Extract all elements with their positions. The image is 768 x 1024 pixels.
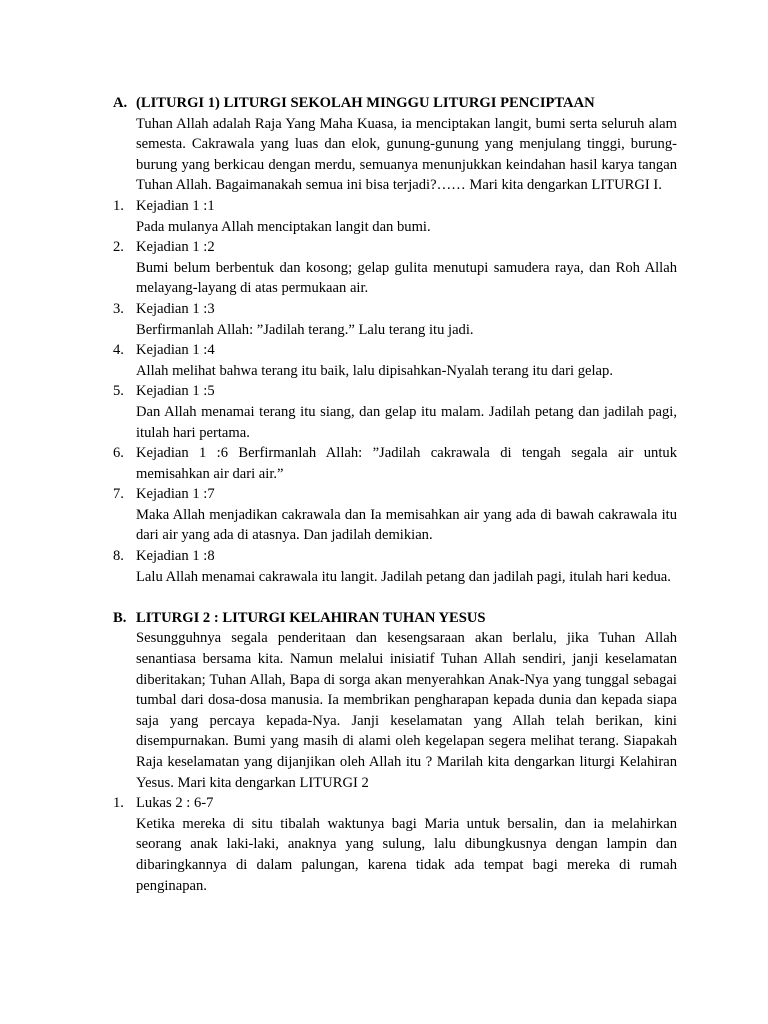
- list-item: [0, 484, 768, 546]
- list-item: [0, 381, 768, 443]
- section-a-heading: [0, 93, 768, 114]
- item-number: 2.: [113, 239, 124, 256]
- item-text: Berfirmanlah Allah: ”Jadilah terang.” Lalu terang itu jadi.: [136, 321, 474, 338]
- section-a: [0, 93, 768, 587]
- section-b-marker: B.: [113, 609, 127, 626]
- list-item: [0, 299, 768, 340]
- item-text: Dan Allah menamai terang itu siang, dan gelap itu malam. Jadilah petang dan jadilah pagi, itulah hari pertama.: [136, 403, 677, 441]
- list-item: [0, 340, 768, 381]
- item-text: Maka Allah menjadikan cakrawala dan Ia memisahkan air yang ada di bawah cakrawala itu dari air yang ada di atasnya. Dan jadilah demikian.: [136, 506, 677, 544]
- item-text: Bumi belum berbentuk dan kosong; gelap gulita menutupi samudera raya, dan Roh Allah melayang-layang di atas permukaan air.: [136, 259, 677, 297]
- list-item: [0, 793, 768, 896]
- section-a-marker: A.: [113, 95, 128, 111]
- section-spacer: [0, 587, 768, 608]
- item-text: Allah melihat bahwa terang itu baik, lalu dipisahkan-Nyalah terang itu dari gelap.: [136, 362, 613, 379]
- item-number: 1.: [113, 795, 124, 812]
- item-title: Kejadian 1 :8: [136, 548, 215, 565]
- item-title: Kejadian 1 :2: [136, 239, 215, 256]
- section-a-intro: Tuhan Allah adalah Raja Yang Maha Kuasa, ia menciptakan langit, bumi serta seluruh alam semesta. Cakrawala yang luas dan elok, gunung-gunung yang menjulang tinggi, burung-burung yang berkicau dengan merdu, semuanya menunjukkan keindahan hasil karya tangan Tuhan Allah. Bagaimanakah semua ini bisa terjadi?…… Mari kita dengarkan LITURGI I.: [136, 115, 677, 194]
- section-b: [0, 608, 768, 896]
- item-title: Kejadian 1 :4: [136, 342, 215, 359]
- list-item: [0, 196, 768, 237]
- item-title: Lukas 2 : 6-7: [136, 795, 214, 812]
- list-item: [0, 237, 768, 299]
- item-number: 3.: [113, 300, 124, 317]
- item-number: 1.: [113, 197, 124, 214]
- item-number: 4.: [113, 342, 124, 359]
- document-page: [0, 93, 768, 896]
- item-text: Pada mulanya Allah menciptakan langit dan bumi.: [136, 218, 431, 235]
- item-number: 5.: [113, 383, 124, 400]
- list-item: [0, 546, 768, 587]
- item-title: Kejadian 1 :5: [136, 383, 215, 400]
- item-number: 6.: [113, 445, 124, 462]
- section-b-intro: Sesungguhnya segala penderitaan dan kesengsaraan akan berlalu, jika Tuhan Allah senantiasa bersama kita. Namun melalui inisiatif Tuhan Allah sendiri, janji keselamatan diberitakan; Tuhan Allah, Bapa di sorga akan menyerahkan Anak-Nya yang tunggal sebagai tumbal dari dosa-dosa manusia. Ia membrikan pengharapan kepada dunia dan kepada siapa saja yang percaya kepada-Nya. Janji keselamatan yang Allah telah berikan, kini disempurnakan. Bumi yang masih di alami oleh kegelapan segera melihat terang. Siapakah Raja keselamatan yang dijanjikan oleh Allah itu ? Marilah kita dengarkan liturgi Kelahiran Yesus. Mari kita dengarkan LITURGI 2: [136, 630, 677, 791]
- section-b-heading: [0, 608, 768, 629]
- item-title: Kejadian 1 :1: [136, 197, 215, 214]
- section-a-title: (LITURGI 1) LITURGI SEKOLAH MINGGU LITURGI PENCIPTAAN: [136, 95, 595, 111]
- section-b-title: LITURGI 2 : LITURGI KELAHIRAN TUHAN YESUS: [136, 609, 486, 626]
- item-number: 7.: [113, 486, 124, 503]
- item-text: Lalu Allah menamai cakrawala itu langit. Jadilah petang dan jadilah pagi, itulah hari kedua.: [136, 568, 671, 585]
- item-title: Kejadian 1 :3: [136, 300, 215, 317]
- item-text: Ketika mereka di situ tibalah waktunya bagi Maria untuk bersalin, dan ia melahirkan seorang anak laki-laki, anaknya yang sulung, lalu dibungkusnya dengan lampin dan dibaringkannya di dalam palungan, karena tidak ada tempat bagi mereka di rumah penginapan.: [136, 815, 677, 894]
- list-item: [0, 443, 768, 484]
- item-title: Kejadian 1 :6 Berfirmanlah Allah: ”Jadilah cakrawala di tengah segala air untuk memisahkan air dari air.”: [136, 445, 677, 482]
- item-number: 8.: [113, 548, 124, 565]
- item-title: Kejadian 1 :7: [136, 486, 215, 503]
